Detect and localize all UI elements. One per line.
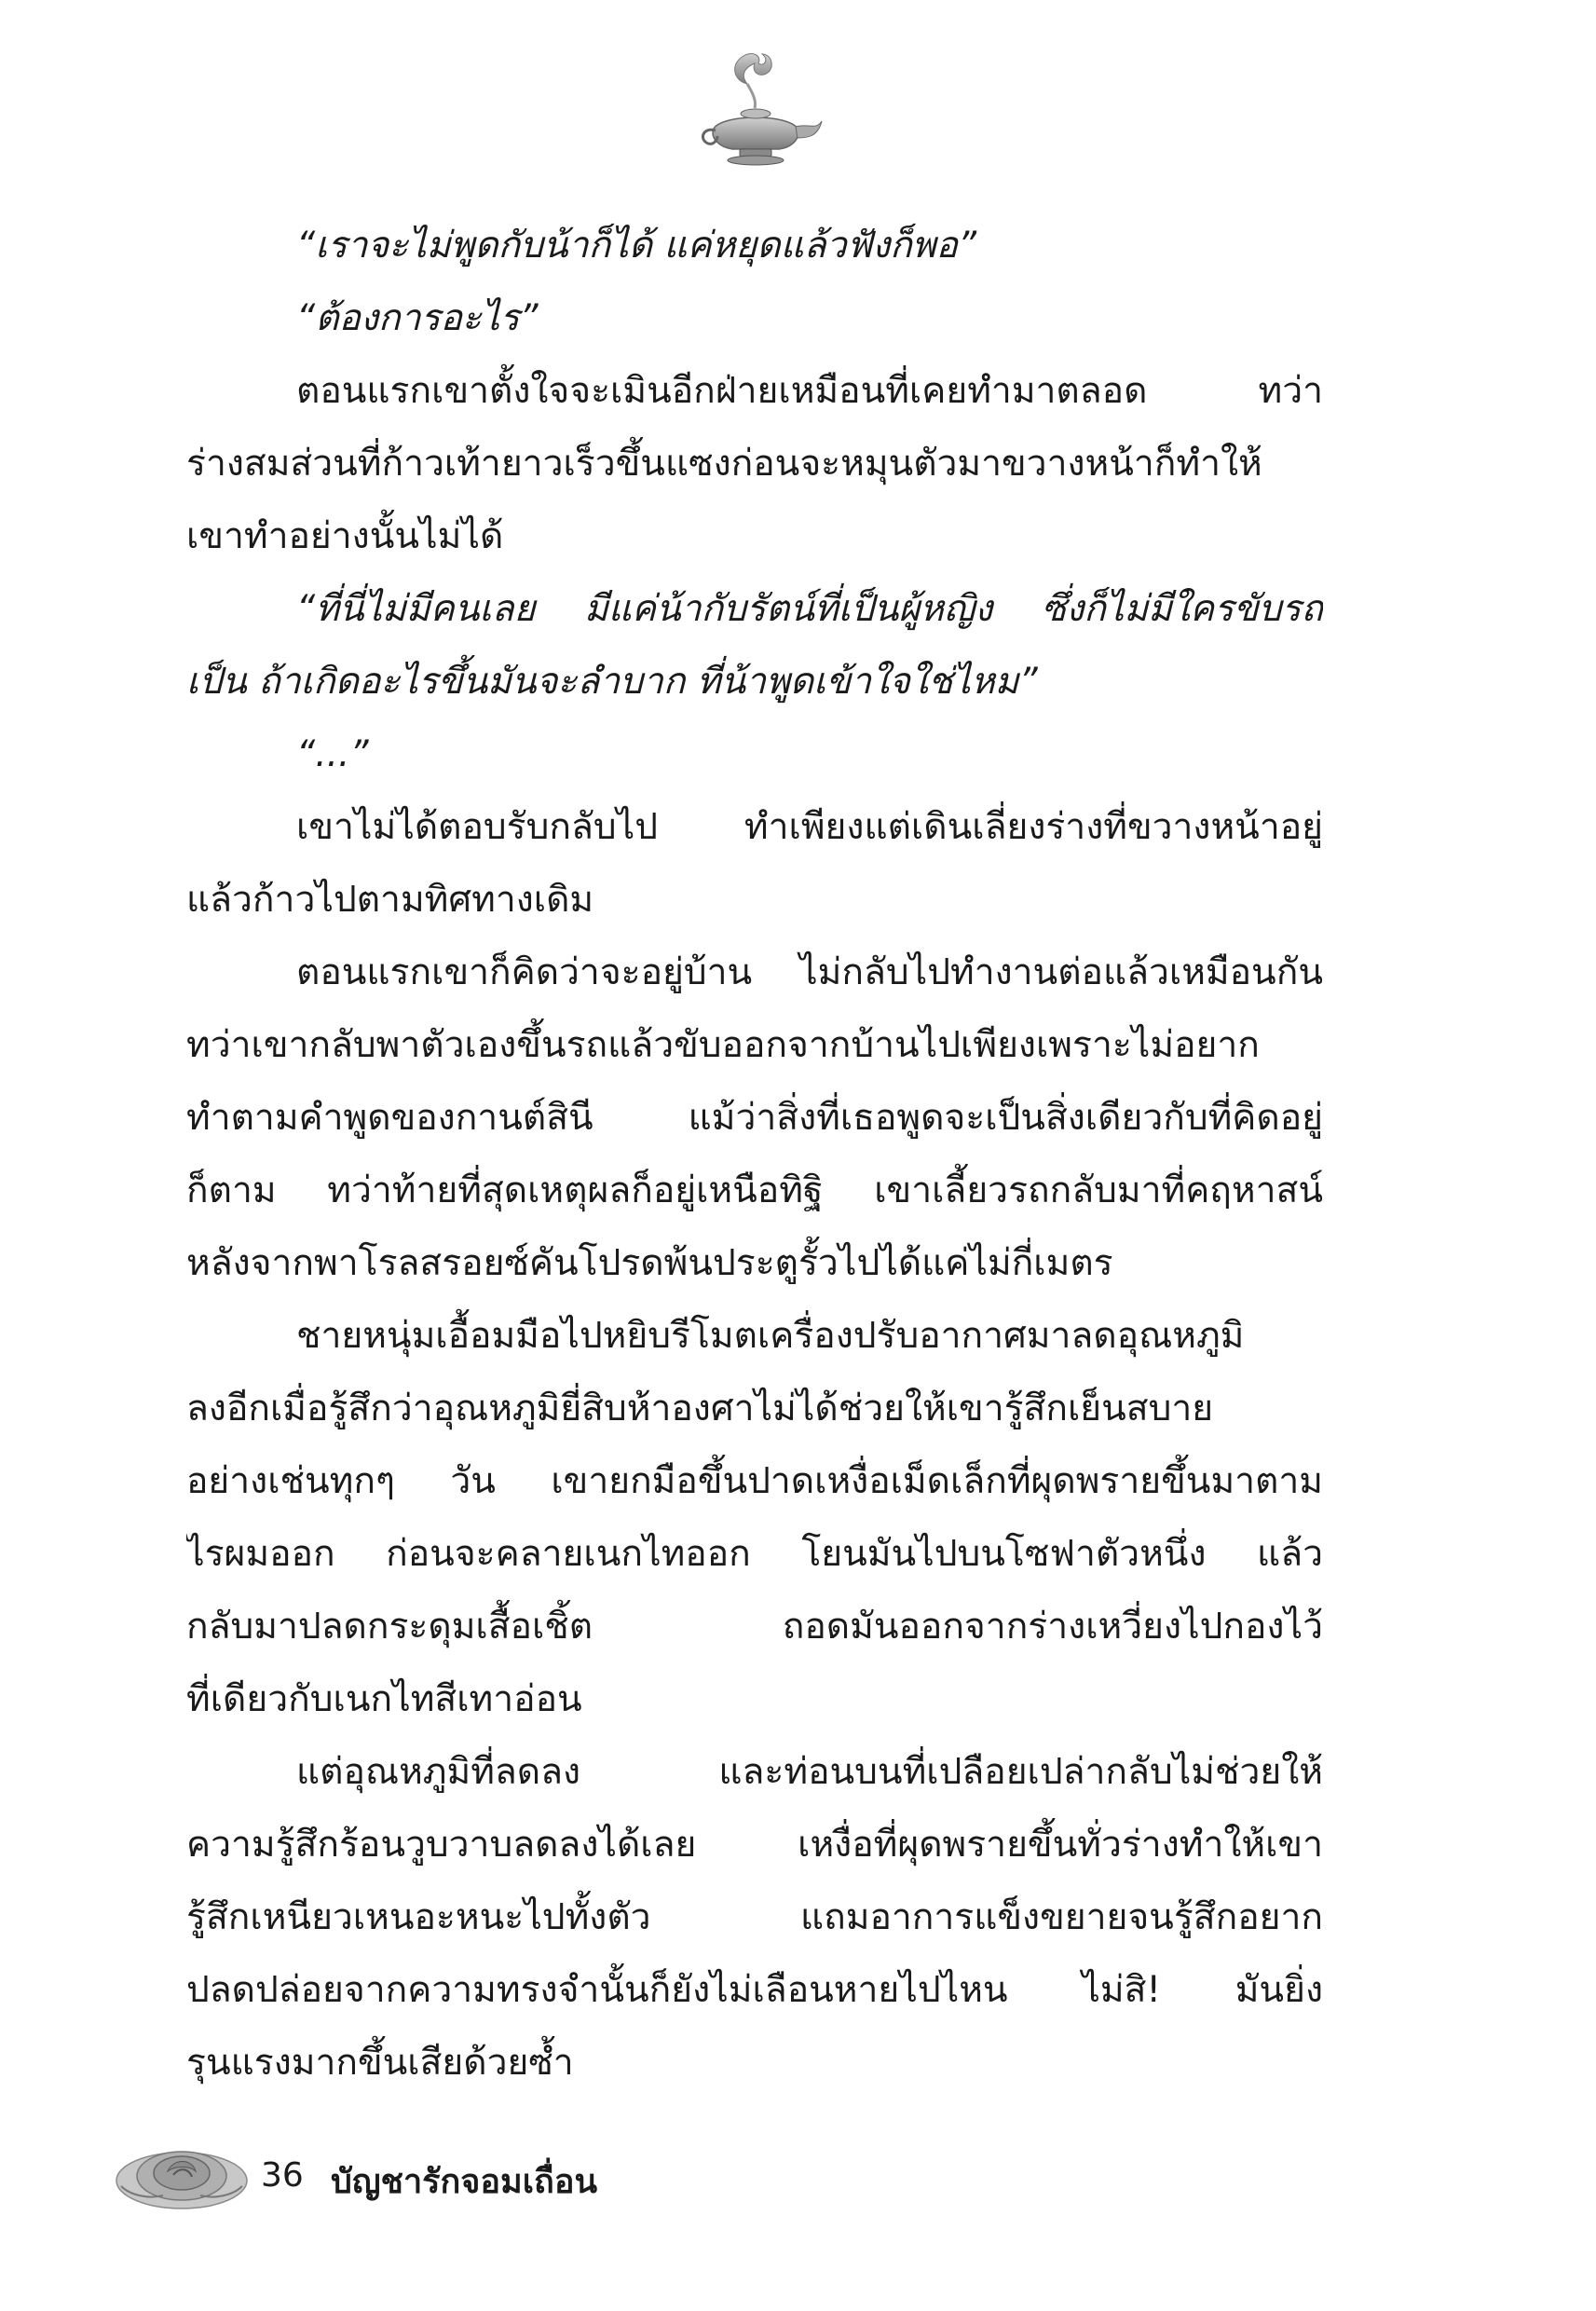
text-line: ทำตามคำพูดของกานต์สินี แม้ว่าสิ่งที่เธอพูดจะเป็นสิ่งเดียวกับที่คิดอยู่ xyxy=(186,1097,1323,1139)
text-line: ลงอีกเมื่อรู้สึกว่าอุณหภูมิยี่สิบห้าองศาไม่ได้ช่วยให้เขารู้สึกเย็นสบาย xyxy=(186,1388,1214,1429)
text-line: กลับมาปลดกระดุมเสื้อเชิ้ต ถอดมันออกจากร่างเหวี่ยงไปกองไว้ xyxy=(186,1606,1323,1648)
text-line: แต่อุณหภูมิที่ลดลง และท่อนบนที่เปลือยเปล่ากลับไม่ช่วยให้ xyxy=(296,1751,1323,1793)
text-line: ร่างสมส่วนที่ก้าวเท้ายาวเร็วขึ้นแซงก่อนจะหมุนตัวมาขวางหน้าก็ทำให้ xyxy=(186,443,1262,485)
text-line: ปลดปล่อยจากความทรงจำนั้นก็ยังไม่เลือนหายไปไหน ไม่สิ! มันยิ่ง xyxy=(186,1969,1323,2011)
page-footer xyxy=(112,2134,764,2218)
text-line: รุนแรงมากขึ้นเสียด้วยซ้ำ xyxy=(186,2042,574,2084)
text-line: รู้สึกเหนียวเหนอะหนะไปทั้งตัว แถมอาการแข็งขยายจนรู้สึกอยาก xyxy=(186,1896,1323,1938)
text-line: ก็ตาม ทว่าท้ายที่สุดเหตุผลก็อยู่เหนือทิฐิ เขาเลี้ยวรถกลับมาที่คฤหาสน์ xyxy=(186,1169,1323,1211)
rose-icon xyxy=(112,2134,252,2218)
text-line: อย่างเช่นทุกๆ วัน เขายกมือขึ้นปาดเหงื่อเม็ดเล็กที่ผุดพรายขึ้นมาตาม xyxy=(186,1460,1323,1502)
text-line: เขาไม่ได้ตอบรับกลับไป ทำเพียงแต่เดินเลี่ยงร่างที่ขวางหน้าอยู่ xyxy=(296,806,1323,848)
text-line: ตอนแรกเขาตั้งใจจะเมินอีกฝ่ายเหมือนที่เคยทำมาตลอด ทว่า xyxy=(296,370,1323,412)
text-line: “เราจะไม่พูดกับน้าก็ได้ แค่หยุดแล้วฟังก็พอ” xyxy=(296,225,977,267)
genie-lamp-icon xyxy=(686,47,825,168)
text-line: ทว่าเขากลับพาตัวเองขึ้นรถแล้วขับออกจากบ้านไปเพียงเพราะไม่อยาก xyxy=(186,1024,1260,1066)
text-line: ความรู้สึกร้อนวูบวาบลดลงได้เลย เหงื่อที่ผุดพรายขึ้นทั่วร่างทำให้เขา xyxy=(186,1824,1323,1866)
text-line: “ที่นี่ไม่มีคนเลย มีแค่น้ากับรัตน์ที่เป็นผู้หญิง ซึ่งก็ไม่มีใครขับรถ xyxy=(296,588,1323,630)
body-text xyxy=(186,210,1323,2099)
text-line: ไรผมออก ก่อนจะคลายเนกไทออก โยนมันไปบนโซฟาตัวหนึ่ง แล้ว xyxy=(186,1533,1323,1575)
text-line: ที่เดียวกับเนกไทสีเทาอ่อน xyxy=(186,1678,582,1720)
book-title: บัญชารักจอมเถื่อน xyxy=(331,2163,598,2201)
text-line: เขาทำอย่างนั้นไม่ได้ xyxy=(186,515,504,557)
text-line: “...” xyxy=(296,733,369,775)
text-line: เป็น ถ้าเกิดอะไรขึ้นมันจะลำบาก ที่น้าพูดเข้าใจใช่ไหม” xyxy=(186,661,1038,703)
text-line: ตอนแรกเขาก็คิดว่าจะอยู่บ้าน ไม่กลับไปทำงานต่อแล้วเหมือนกัน xyxy=(296,951,1323,993)
text-line: ชายหนุ่มเอื้อมมือไปหยิบรีโมตเครื่องปรับอากาศมาลดอุณหภูมิ xyxy=(296,1315,1245,1357)
text-line: “ต้องการอะไร” xyxy=(296,297,539,339)
text-line: แล้วก้าวไปตามทิศทางเดิม xyxy=(186,879,594,921)
text-line: หลังจากพาโรลสรอยซ์คันโปรดพ้นประตูรั้วไปได้แค่ไม่กี่เมตร xyxy=(186,1242,1113,1284)
page-number: 36 xyxy=(261,2156,304,2195)
